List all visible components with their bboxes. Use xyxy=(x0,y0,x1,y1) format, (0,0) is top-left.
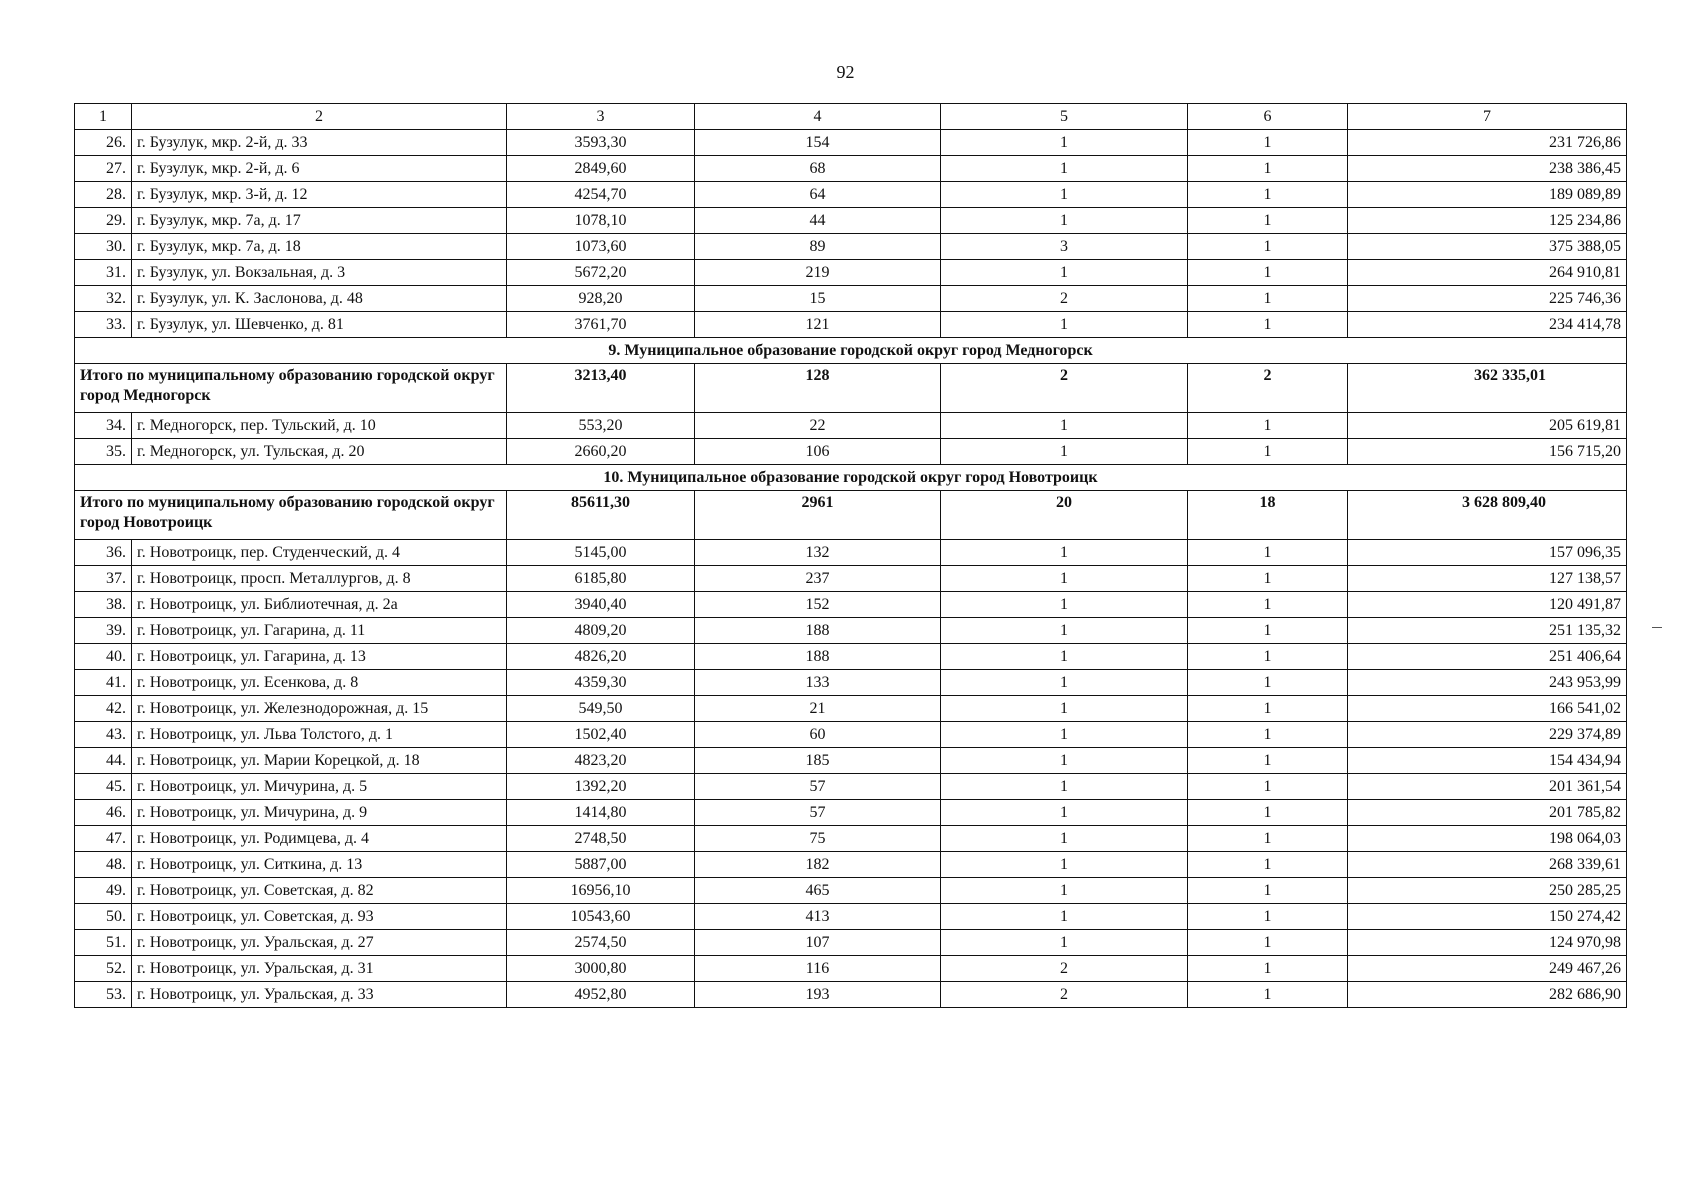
value-cell-3: 553,20 xyxy=(507,413,695,439)
table-row xyxy=(75,826,1627,852)
address-cell: г. Бузулук, ул. Шевченко, д. 81 xyxy=(132,312,507,338)
total-value-3: 85611,30 xyxy=(507,491,695,540)
row-number: 30. xyxy=(75,234,132,260)
row-number: 32. xyxy=(75,286,132,312)
total-value-6: 18 xyxy=(1188,491,1348,540)
amount-cell: 238 386,45 xyxy=(1348,156,1627,182)
address-cell: г. Бузулук, мкр. 7а, д. 18 xyxy=(132,234,507,260)
total-value-5: 20 xyxy=(941,491,1188,540)
table-row xyxy=(75,312,1627,338)
value-cell-3: 2660,20 xyxy=(507,439,695,465)
value-cell-4: 193 xyxy=(695,982,941,1008)
value-cell-3: 1078,10 xyxy=(507,208,695,234)
value-cell-5: 2 xyxy=(941,982,1188,1008)
value-cell-5: 1 xyxy=(941,696,1188,722)
amount-cell: 125 234,86 xyxy=(1348,208,1627,234)
amount-cell: 234 414,78 xyxy=(1348,312,1627,338)
column-number-6: 6 xyxy=(1188,104,1348,130)
table-row xyxy=(75,696,1627,722)
address-cell: г. Бузулук, мкр. 3-й, д. 12 xyxy=(132,182,507,208)
value-cell-5: 1 xyxy=(941,260,1188,286)
address-cell: г. Новотроицк, ул. Мичурина, д. 9 xyxy=(132,800,507,826)
value-cell-5: 1 xyxy=(941,312,1188,338)
value-cell-4: 154 xyxy=(695,130,941,156)
value-cell-5: 1 xyxy=(941,618,1188,644)
value-cell-6: 1 xyxy=(1188,696,1348,722)
value-cell-5: 1 xyxy=(941,592,1188,618)
table-row xyxy=(75,260,1627,286)
amount-cell: 243 953,99 xyxy=(1348,670,1627,696)
row-number: 50. xyxy=(75,904,132,930)
value-cell-6: 1 xyxy=(1188,982,1348,1008)
amount-cell: 201 361,54 xyxy=(1348,774,1627,800)
value-cell-5: 1 xyxy=(941,774,1188,800)
address-cell: г. Новотроицк, ул. Мичурина, д. 5 xyxy=(132,774,507,800)
table-row xyxy=(75,182,1627,208)
table-row xyxy=(75,904,1627,930)
value-cell-3: 3940,40 xyxy=(507,592,695,618)
address-cell: г. Бузулук, мкр. 2-й, д. 33 xyxy=(132,130,507,156)
address-cell: г. Бузулук, ул. Вокзальная, д. 3 xyxy=(132,260,507,286)
row-number: 44. xyxy=(75,748,132,774)
margin-mark xyxy=(1652,627,1662,628)
amount-cell: 231 726,86 xyxy=(1348,130,1627,156)
value-cell-5: 1 xyxy=(941,540,1188,566)
table-row xyxy=(75,878,1627,904)
section-title: 9. Муниципальное образование городской округ город Медногорск xyxy=(75,338,1627,364)
table-row xyxy=(75,722,1627,748)
value-cell-4: 21 xyxy=(695,696,941,722)
value-cell-5: 3 xyxy=(941,234,1188,260)
amount-cell: 120 491,87 xyxy=(1348,592,1627,618)
column-number-row xyxy=(75,104,1627,130)
value-cell-3: 4826,20 xyxy=(507,644,695,670)
value-cell-3: 928,20 xyxy=(507,286,695,312)
amount-cell: 249 467,26 xyxy=(1348,956,1627,982)
table-row xyxy=(75,234,1627,260)
value-cell-3: 5672,20 xyxy=(507,260,695,286)
amount-cell: 375 388,05 xyxy=(1348,234,1627,260)
row-number: 34. xyxy=(75,413,132,439)
value-cell-6: 1 xyxy=(1188,260,1348,286)
row-number: 27. xyxy=(75,156,132,182)
value-cell-4: 116 xyxy=(695,956,941,982)
value-cell-3: 2574,50 xyxy=(507,930,695,956)
value-cell-4: 219 xyxy=(695,260,941,286)
value-cell-3: 4254,70 xyxy=(507,182,695,208)
column-number-5: 5 xyxy=(941,104,1188,130)
amount-cell: 282 686,90 xyxy=(1348,982,1627,1008)
value-cell-5: 1 xyxy=(941,748,1188,774)
table-row xyxy=(75,618,1627,644)
table-row xyxy=(75,956,1627,982)
column-number-7: 7 xyxy=(1348,104,1627,130)
total-label: Итого по муниципальному образованию городской округ город Медногорск xyxy=(75,364,507,413)
address-cell: г. Новотроицк, ул. Льва Толстого, д. 1 xyxy=(132,722,507,748)
value-cell-6: 1 xyxy=(1188,286,1348,312)
value-cell-5: 1 xyxy=(941,413,1188,439)
value-cell-3: 1073,60 xyxy=(507,234,695,260)
value-cell-6: 1 xyxy=(1188,156,1348,182)
value-cell-4: 22 xyxy=(695,413,941,439)
value-cell-3: 4809,20 xyxy=(507,618,695,644)
value-cell-4: 465 xyxy=(695,878,941,904)
table-row xyxy=(75,982,1627,1008)
value-cell-3: 3593,30 xyxy=(507,130,695,156)
table-row xyxy=(75,208,1627,234)
row-number: 40. xyxy=(75,644,132,670)
address-cell: г. Новотроицк, ул. Есенкова, д. 8 xyxy=(132,670,507,696)
row-number: 36. xyxy=(75,540,132,566)
value-cell-6: 1 xyxy=(1188,722,1348,748)
row-number: 37. xyxy=(75,566,132,592)
row-number: 29. xyxy=(75,208,132,234)
value-cell-5: 1 xyxy=(941,670,1188,696)
table-row xyxy=(75,800,1627,826)
value-cell-5: 1 xyxy=(941,182,1188,208)
value-cell-5: 1 xyxy=(941,800,1188,826)
page-number: 92 xyxy=(836,62,855,82)
amount-cell: 225 746,36 xyxy=(1348,286,1627,312)
value-cell-4: 121 xyxy=(695,312,941,338)
value-cell-6: 1 xyxy=(1188,130,1348,156)
table-row xyxy=(75,566,1627,592)
value-cell-6: 1 xyxy=(1188,540,1348,566)
address-cell: г. Новотроицк, просп. Металлургов, д. 8 xyxy=(132,566,507,592)
value-cell-6: 1 xyxy=(1188,644,1348,670)
value-cell-3: 10543,60 xyxy=(507,904,695,930)
value-cell-4: 15 xyxy=(695,286,941,312)
amount-cell: 201 785,82 xyxy=(1348,800,1627,826)
amount-cell: 250 285,25 xyxy=(1348,878,1627,904)
address-cell: г. Новотроицк, ул. Советская, д. 93 xyxy=(132,904,507,930)
amount-cell: 229 374,89 xyxy=(1348,722,1627,748)
address-cell: г. Новотроицк, ул. Ситкина, д. 13 xyxy=(132,852,507,878)
value-cell-4: 64 xyxy=(695,182,941,208)
table-row xyxy=(75,156,1627,182)
amount-cell: 264 910,81 xyxy=(1348,260,1627,286)
row-number: 49. xyxy=(75,878,132,904)
address-cell: г. Новотроицк, пер. Студенческий, д. 4 xyxy=(132,540,507,566)
address-cell: г. Медногорск, ул. Тульская, д. 20 xyxy=(132,439,507,465)
total-label: Итого по муниципальному образованию городской округ город Новотроицк xyxy=(75,491,507,540)
value-cell-4: 185 xyxy=(695,748,941,774)
amount-cell: 251 135,32 xyxy=(1348,618,1627,644)
amount-cell: 154 434,94 xyxy=(1348,748,1627,774)
section-title: 10. Муниципальное образование городской округ город Новотроицк xyxy=(75,465,1627,491)
amount-cell: 156 715,20 xyxy=(1348,439,1627,465)
value-cell-5: 1 xyxy=(941,904,1188,930)
value-cell-4: 132 xyxy=(695,540,941,566)
amount-cell: 251 406,64 xyxy=(1348,644,1627,670)
value-cell-5: 1 xyxy=(941,878,1188,904)
row-number: 33. xyxy=(75,312,132,338)
value-cell-3: 3000,80 xyxy=(507,956,695,982)
value-cell-4: 75 xyxy=(695,826,941,852)
value-cell-4: 188 xyxy=(695,618,941,644)
address-cell: г. Новотроицк, ул. Марии Корецкой, д. 18 xyxy=(132,748,507,774)
value-cell-5: 1 xyxy=(941,852,1188,878)
column-number-4: 4 xyxy=(695,104,941,130)
table-row xyxy=(75,540,1627,566)
value-cell-5: 1 xyxy=(941,130,1188,156)
address-cell: г. Бузулук, мкр. 2-й, д. 6 xyxy=(132,156,507,182)
value-cell-4: 68 xyxy=(695,156,941,182)
table-row xyxy=(75,592,1627,618)
row-number: 48. xyxy=(75,852,132,878)
address-cell: г. Новотроицк, ул. Уральская, д. 31 xyxy=(132,956,507,982)
value-cell-6: 1 xyxy=(1188,826,1348,852)
value-cell-6: 1 xyxy=(1188,312,1348,338)
value-cell-3: 1502,40 xyxy=(507,722,695,748)
value-cell-6: 1 xyxy=(1188,956,1348,982)
total-value-5: 2 xyxy=(941,364,1188,413)
value-cell-4: 106 xyxy=(695,439,941,465)
value-cell-6: 1 xyxy=(1188,748,1348,774)
value-cell-6: 1 xyxy=(1188,413,1348,439)
value-cell-6: 1 xyxy=(1188,566,1348,592)
value-cell-4: 89 xyxy=(695,234,941,260)
total-value-6: 2 xyxy=(1188,364,1348,413)
section-title-row xyxy=(75,338,1627,364)
value-cell-5: 1 xyxy=(941,722,1188,748)
value-cell-3: 3761,70 xyxy=(507,312,695,338)
section-title-row xyxy=(75,465,1627,491)
value-cell-5: 1 xyxy=(941,439,1188,465)
total-value-4: 128 xyxy=(695,364,941,413)
table-row xyxy=(75,670,1627,696)
value-cell-5: 1 xyxy=(941,930,1188,956)
row-number: 47. xyxy=(75,826,132,852)
address-cell: г. Бузулук, мкр. 7а, д. 17 xyxy=(132,208,507,234)
value-cell-5: 1 xyxy=(941,208,1188,234)
row-number: 43. xyxy=(75,722,132,748)
table-row xyxy=(75,286,1627,312)
address-cell: г. Новотроицк, ул. Гагарина, д. 11 xyxy=(132,618,507,644)
table-row xyxy=(75,930,1627,956)
row-number: 28. xyxy=(75,182,132,208)
value-cell-5: 1 xyxy=(941,826,1188,852)
value-cell-6: 1 xyxy=(1188,670,1348,696)
row-number: 39. xyxy=(75,618,132,644)
value-cell-3: 6185,80 xyxy=(507,566,695,592)
value-cell-5: 2 xyxy=(941,286,1188,312)
value-cell-6: 1 xyxy=(1188,852,1348,878)
value-cell-6: 1 xyxy=(1188,904,1348,930)
value-cell-5: 1 xyxy=(941,566,1188,592)
row-number: 35. xyxy=(75,439,132,465)
value-cell-6: 1 xyxy=(1188,439,1348,465)
value-cell-3: 4359,30 xyxy=(507,670,695,696)
amount-cell: 157 096,35 xyxy=(1348,540,1627,566)
address-cell: г. Новотроицк, ул. Библиотечная, д. 2а xyxy=(132,592,507,618)
value-cell-3: 1414,80 xyxy=(507,800,695,826)
address-cell: г. Новотроицк, ул. Советская, д. 82 xyxy=(132,878,507,904)
total-value-4: 2961 xyxy=(695,491,941,540)
total-value-3: 3213,40 xyxy=(507,364,695,413)
value-cell-5: 1 xyxy=(941,156,1188,182)
value-cell-3: 549,50 xyxy=(507,696,695,722)
value-cell-5: 2 xyxy=(941,956,1188,982)
value-cell-6: 1 xyxy=(1188,208,1348,234)
row-number: 53. xyxy=(75,982,132,1008)
address-cell: г. Новотроицк, ул. Уральская, д. 33 xyxy=(132,982,507,1008)
address-cell: г. Бузулук, ул. К. Заслонова, д. 48 xyxy=(132,286,507,312)
amount-cell: 150 274,42 xyxy=(1348,904,1627,930)
value-cell-4: 188 xyxy=(695,644,941,670)
table-row xyxy=(75,774,1627,800)
value-cell-4: 133 xyxy=(695,670,941,696)
row-number: 51. xyxy=(75,930,132,956)
column-number-2: 2 xyxy=(132,104,507,130)
value-cell-3: 5145,00 xyxy=(507,540,695,566)
value-cell-3: 4823,20 xyxy=(507,748,695,774)
table-row xyxy=(75,644,1627,670)
column-number-1: 1 xyxy=(75,104,132,130)
amount-cell: 268 339,61 xyxy=(1348,852,1627,878)
value-cell-6: 1 xyxy=(1188,930,1348,956)
value-cell-3: 2748,50 xyxy=(507,826,695,852)
data-table xyxy=(74,103,1627,1008)
row-number: 45. xyxy=(75,774,132,800)
address-cell: г. Новотроицк, ул. Родимцева, д. 4 xyxy=(132,826,507,852)
row-number: 52. xyxy=(75,956,132,982)
table-row xyxy=(75,748,1627,774)
value-cell-3: 5887,00 xyxy=(507,852,695,878)
value-cell-4: 57 xyxy=(695,774,941,800)
total-row xyxy=(75,364,1627,413)
address-cell: г. Новотроицк, ул. Уральская, д. 27 xyxy=(132,930,507,956)
value-cell-4: 413 xyxy=(695,904,941,930)
row-number: 46. xyxy=(75,800,132,826)
value-cell-4: 152 xyxy=(695,592,941,618)
value-cell-3: 1392,20 xyxy=(507,774,695,800)
value-cell-3: 2849,60 xyxy=(507,156,695,182)
value-cell-6: 1 xyxy=(1188,774,1348,800)
value-cell-6: 1 xyxy=(1188,234,1348,260)
total-amount: 3 628 809,40 xyxy=(1348,491,1627,540)
value-cell-4: 44 xyxy=(695,208,941,234)
value-cell-4: 107 xyxy=(695,930,941,956)
address-cell: г. Новотроицк, ул. Железнодорожная, д. 15 xyxy=(132,696,507,722)
amount-cell: 166 541,02 xyxy=(1348,696,1627,722)
row-number: 42. xyxy=(75,696,132,722)
value-cell-4: 237 xyxy=(695,566,941,592)
column-number-3: 3 xyxy=(507,104,695,130)
value-cell-5: 1 xyxy=(941,644,1188,670)
value-cell-4: 57 xyxy=(695,800,941,826)
value-cell-6: 1 xyxy=(1188,800,1348,826)
value-cell-6: 1 xyxy=(1188,878,1348,904)
value-cell-3: 16956,10 xyxy=(507,878,695,904)
total-amount: 362 335,01 xyxy=(1348,364,1627,413)
value-cell-4: 182 xyxy=(695,852,941,878)
row-number: 38. xyxy=(75,592,132,618)
amount-cell: 198 064,03 xyxy=(1348,826,1627,852)
row-number: 31. xyxy=(75,260,132,286)
value-cell-6: 1 xyxy=(1188,592,1348,618)
value-cell-6: 1 xyxy=(1188,618,1348,644)
value-cell-3: 4952,80 xyxy=(507,982,695,1008)
value-cell-6: 1 xyxy=(1188,182,1348,208)
table-row xyxy=(75,439,1627,465)
address-cell: г. Новотроицк, ул. Гагарина, д. 13 xyxy=(132,644,507,670)
value-cell-4: 60 xyxy=(695,722,941,748)
total-row xyxy=(75,491,1627,540)
table-row xyxy=(75,130,1627,156)
table-row xyxy=(75,413,1627,439)
row-number: 41. xyxy=(75,670,132,696)
address-cell: г. Медногорск, пер. Тульский, д. 10 xyxy=(132,413,507,439)
table-row xyxy=(75,852,1627,878)
row-number: 26. xyxy=(75,130,132,156)
amount-cell: 205 619,81 xyxy=(1348,413,1627,439)
amount-cell: 127 138,57 xyxy=(1348,566,1627,592)
amount-cell: 124 970,98 xyxy=(1348,930,1627,956)
amount-cell: 189 089,89 xyxy=(1348,182,1627,208)
